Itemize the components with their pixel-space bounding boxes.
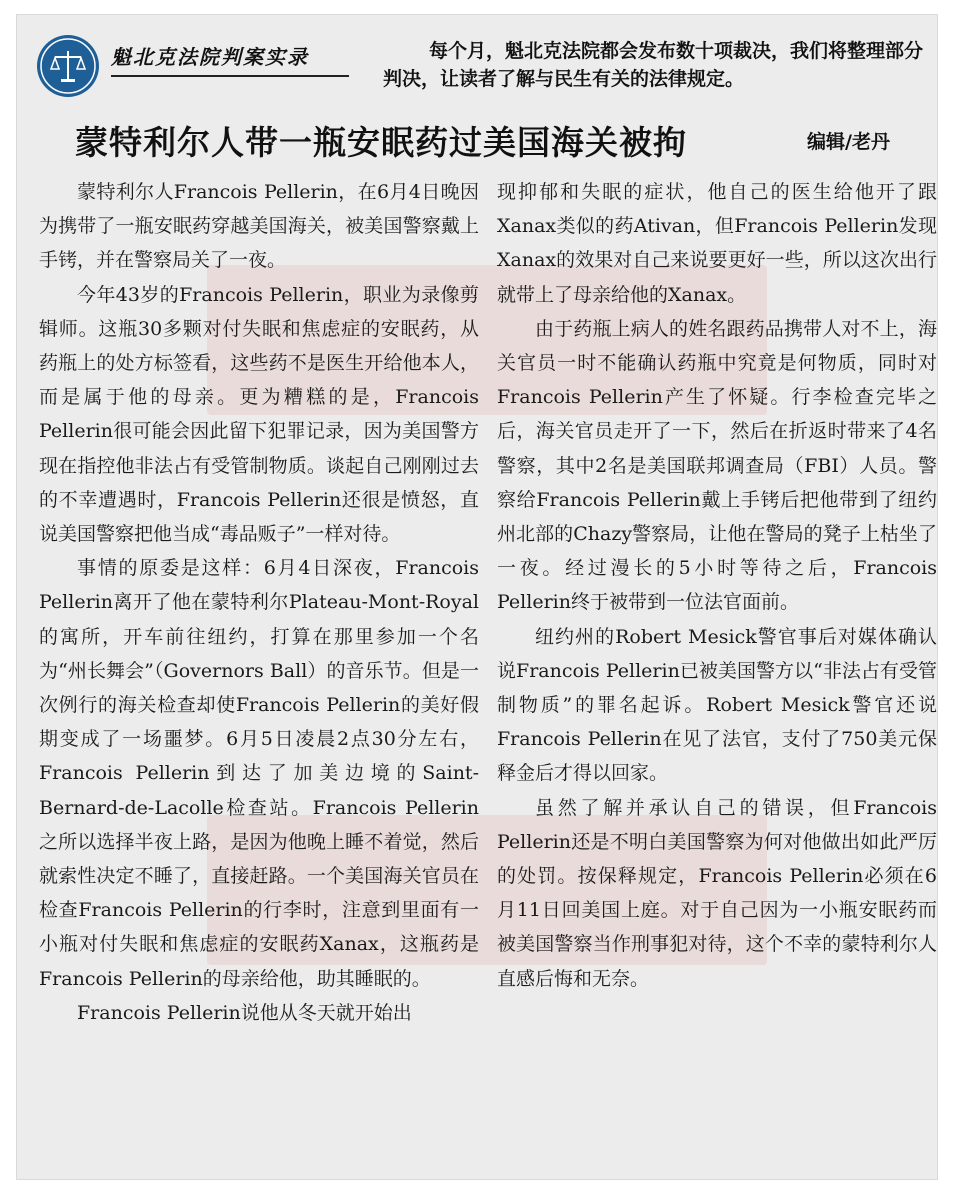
paragraph: 蒙特利尔人Francois Pellerin，在6月4日晚因为携带了一瓶安眠药穿越美国海关，被美国警察戴上手铐，并在警察局关了一夜。 xyxy=(39,181,479,272)
paragraph: Francois Pellerin说他从冬天就开始出 xyxy=(77,1001,412,1024)
article-column-right xyxy=(497,175,937,996)
paragraph-continued: 现抑郁和失眠的症状，他自己的医生给他开了跟Xanax类似的药Ativan，但Francois Pellerin发现Xanax的效果对自己来说要更好一些，所以这次出行就带上了母亲给他的Xanax。 xyxy=(497,181,937,306)
scales-icon xyxy=(37,35,99,97)
article-headline: 蒙特利尔人带一瓶安眠药过美国海关被拘 xyxy=(75,123,687,162)
paragraph: 纽约州的Robert Mesick警官事后对媒体确认说Francois Pellerin已被美国警方以“非法占有受管制物质”的罪名起诉。Robert Mesick警官还说Francois Pellerin在见了法官，支付了750美元保释金后才得以回家。 xyxy=(497,625,937,785)
scales-of-justice-logo xyxy=(37,35,99,97)
editor-credit: 编辑/老丹 xyxy=(807,131,890,153)
column-title-rule xyxy=(111,75,349,77)
paragraph: 虽然了解并承认自己的错误，但Francois Pellerin还是不明白美国警察为何对他做出如此严厉的处罚。按保释规定，Francois Pellerin必须在6月11日回美国上庭。对于自己因为一小瓶安眠药而被美国警察当作刑事犯对待，这个不幸的蒙特利尔人直感后悔和无奈。 xyxy=(497,796,937,990)
paragraph: 由于药瓶上病人的姓名跟药品携带人对不上，海关官员一时不能确认药瓶中究竟是何物质，同时对Francois Pellerin产生了怀疑。行李检查完毕之后，海关官员走开了一下，然后在折返时带来了4名警察，其中2名是美国联邦调查局（FBI）人员。警察给Francois Pellerin戴上手铐后把他带到了纽约州北部的Chazy警察局，让他在警局的凳子上枯坐了一夜。经过漫长的5小时等待之后，Francois Pellerin终于被带到一位法官面前。 xyxy=(497,317,937,614)
paragraph: 今年43岁的Francois Pellerin，职业为录像剪辑师。这瓶30多颗对付失眠和焦虑症的安眠药，从药瓶上的处方标签看，这些药不是医生开给他本人，而是属于他的母亲。更为糟糕的是，Francois Pellerin很可能会因此留下犯罪记录，因为美国警方现在指控他非法占有受管制物质。谈起自己刚刚过去的不幸遭遇时，Francois Pellerin还很是愤怒，直说美国警察把他当成“毒品贩子”一样对待。 xyxy=(39,283,479,546)
paragraph: 事情的原委是这样：6月4日深夜，Francois Pellerin离开了他在蒙特利尔Plateau-Mont-Royal的寓所，开车前往纽约，打算在那里参加一个名为“州长舞会”（Governors Ball）的音乐节。但是一次例行的海关检查却使Francois Pellerin的美好假期变成了一场噩梦。6月5日凌晨2点30分左右，Francois Pellerin到达了加美边境的Saint-Bernard-de-Lacolle检查站。Francois Pellerin之所以选择半夜上路，是因为他晚上睡不着觉，然后就索性决定不睡了，直接赶路。一个美国海关官员在检查Francois Pellerin的行李时，注意到里面有一小瓶对付失眠和焦虑症的安眠药Xanax，这瓶药是Francois Pellerin的母亲给他，助其睡眠的。 xyxy=(39,557,479,990)
newspaper-page xyxy=(16,14,938,1180)
column-intro: 每个月，魁北克法院都会发布数十项裁决，我们将整理部分判决，让读者了解与民生有关的法律规定。 xyxy=(383,40,924,90)
header xyxy=(37,35,924,105)
article-column-left xyxy=(39,175,479,1030)
column-title: 魁北克法院判案实录 xyxy=(111,45,309,69)
